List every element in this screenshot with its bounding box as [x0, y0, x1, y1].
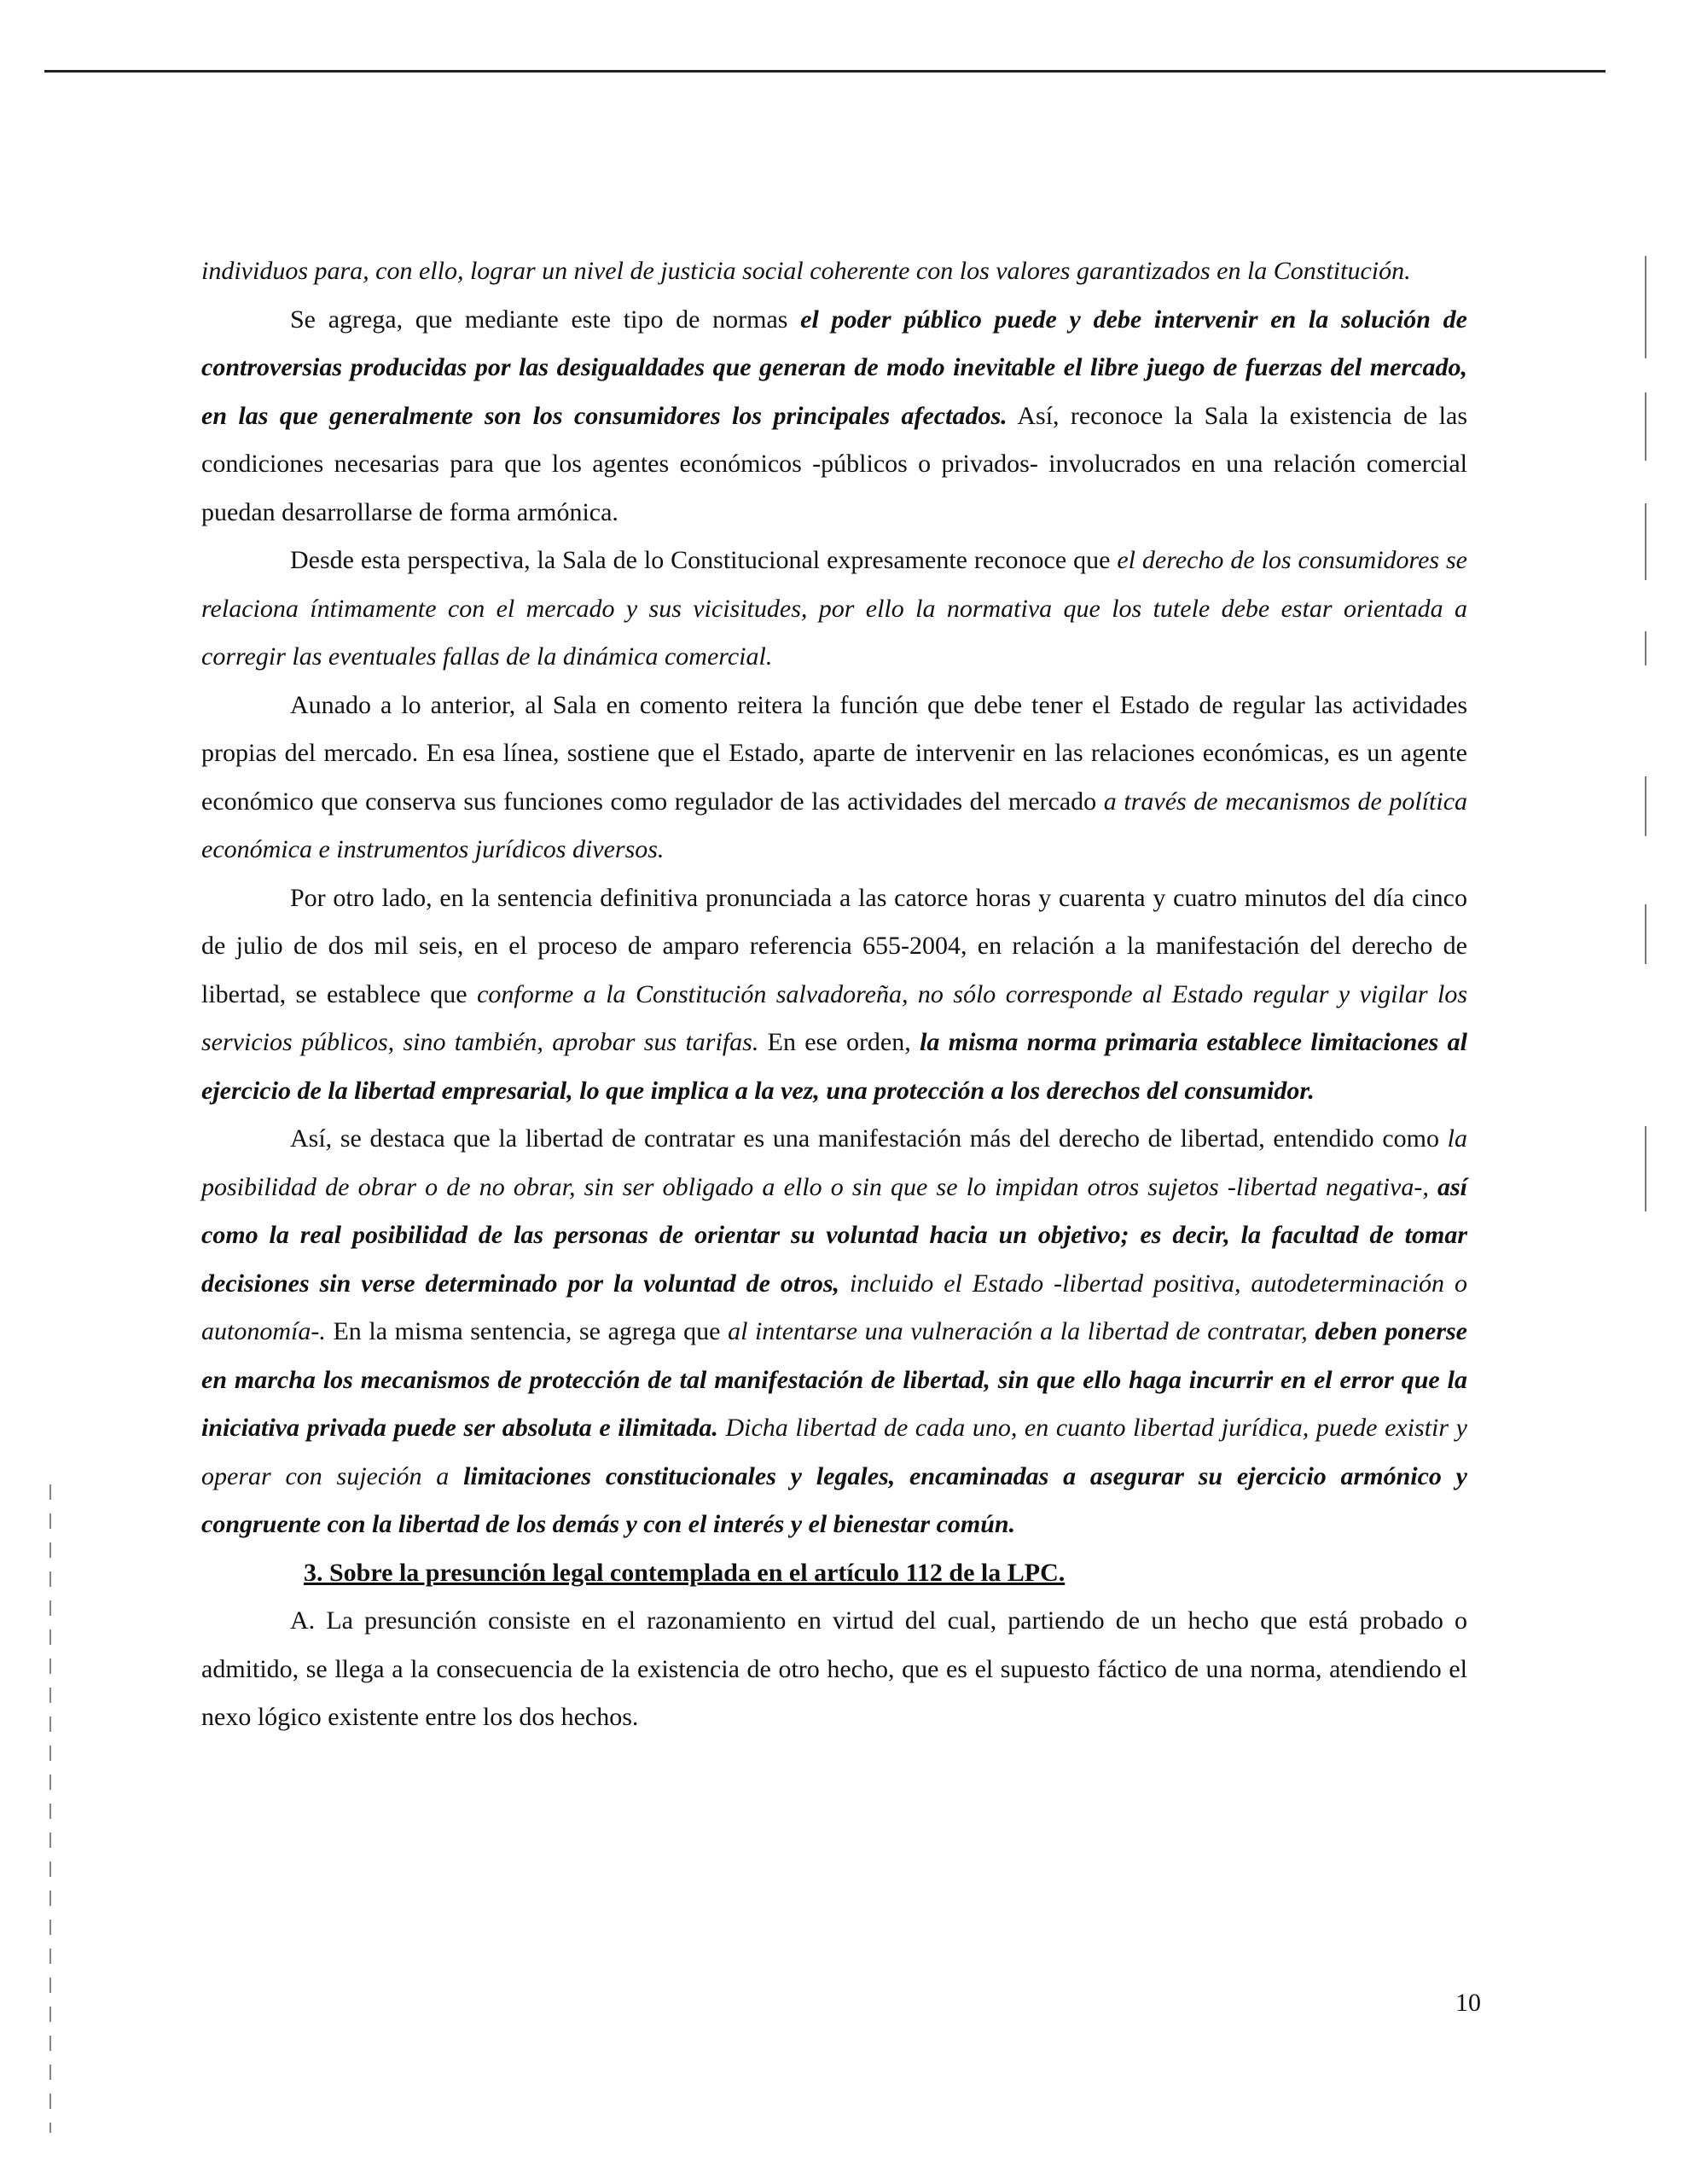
page-number: 10 [1455, 1989, 1481, 2017]
body-paragraph [201, 537, 1467, 682]
text-run: conforme a la Constitución salvadoreña, no sólo corresponde al Estado regular y vigilar los servicios públicos, sino también, aprobar sus tarifas. [201, 979, 1467, 1056]
section-heading: 3. Sobre la presunción legal contemplada en el artículo 112 de la LPC. [304, 1558, 1066, 1587]
margin-mark [1645, 904, 1646, 964]
margin-mark [1645, 392, 1646, 461]
text-run: el poder público puede y debe intervenir en la solución de controversias producidas por las desigualdades que generan de modo inevitable el libre juego de fuerzas del mercado, en las que generalmente son los consumidores los principales afectados. [201, 305, 1467, 430]
body-paragraph [201, 296, 1467, 537]
text-run: así como la real posibilidad de las personas de orientar su voluntad hacia un objetivo; es decir, la facultad de tomar decisiones sin verse determinado por la voluntad de otros, [201, 1172, 1467, 1298]
text-run: A. La presunción consiste en el razonamiento en virtud del cual, partiendo de un hecho que está probado o admitido, se llega a la consecuencia de la existencia de otro hecho, que es el supuesto fáctico de una norma, atendiendo el nexo lógico existente entre los dos hechos. [201, 1606, 1467, 1731]
margin-mark [1645, 256, 1646, 358]
text-run: Dicha libertad de cada uno, en cuanto libertad jurídica, puede existir y operar con sujeción a [201, 1414, 1467, 1490]
margin-mark [1645, 631, 1646, 665]
body-paragraph [201, 247, 1467, 296]
text-run: Así, reconoce la Sala la existencia de las condiciones necesarias para que los agentes económicos -públicos o privados- involucrados en una relación comercial puedan desarrollarse de forma armónica. [201, 401, 1467, 526]
body-paragraph [201, 682, 1467, 874]
paragraph-list [201, 247, 1467, 1549]
text-run: individuos para, con ello, lograr un nivel de justicia social coherente con los valores garantizados en la Constitución. [201, 257, 1411, 285]
text-run: incluido el Estado -libertad positiva, autodeterminación o autonomía-. [201, 1269, 1467, 1345]
text-run: En la misma sentencia, se agrega que [325, 1317, 729, 1345]
text-run: Desde esta perspectiva, la Sala de lo Constitucional expresamente reconoce que [290, 546, 1118, 574]
text-run: En ese orden, [758, 1028, 920, 1056]
text-run: Se agrega, que mediante este tipo de normas [290, 305, 801, 334]
final-paragraph [201, 1597, 1467, 1742]
text-run: deben ponerse en marcha los mecanismos de protección de tal manifestación de libertad, sin que ello haga incurrir en el error que la iniciativa privada puede ser absoluta e ilimitada. [201, 1317, 1467, 1442]
body-paragraph [201, 1115, 1467, 1549]
text-run: Así, se destaca que la libertad de contratar es una manifestación más del derecho de libertad, entendido como [290, 1124, 1448, 1153]
scan-edge-marks [49, 1484, 51, 2133]
text-run: el derecho de los consumidores se relaciona íntimamente con el mercado y sus vicisitudes, por ello la normativa que los tutele debe estar orientada a corregir las eventuales fallas de la dinámica comercial. [201, 546, 1467, 671]
margin-mark [1645, 1126, 1646, 1211]
text-run: la posibilidad de obrar o de no obrar, sin ser obligado a ello o sin que se lo impidan otros sujetos -libertad negativa-, [201, 1124, 1467, 1201]
text-run: al intentarse una vulneración a la libertad de contratar, [728, 1317, 1315, 1345]
text-run: a través de mecanismos de política económica e instrumentos jurídicos diversos. [201, 787, 1468, 863]
text-run: Por otro lado, en la sentencia definitiva pronunciada a las catorce horas y cuarenta y cuatro minutos del día cinco de julio de dos mil seis, en el proceso de amparo referencia 655-2004, en relación a la manifestación del derecho de libertad, se establece que [201, 883, 1467, 1008]
text-run: Aunado a lo anterior, al Sala en comento reitera la función que debe tener el Estado de regular las actividades propias del mercado. En esa línea, sostiene que el Estado, aparte de intervenir en las relaciones económicas, es un agente económico que conserva sus funciones como regulador de las actividades del mercado [201, 690, 1467, 816]
header-rule [44, 70, 1606, 73]
body-paragraph [201, 874, 1467, 1116]
margin-mark [1645, 503, 1646, 580]
margin-mark [1645, 776, 1646, 836]
text-run: limitaciones constitucionales y legales, encaminadas a asegurar su ejercicio armónico y congruente con la libertad de los demás y con el interés y el bienestar común. [201, 1461, 1467, 1538]
document-body [201, 247, 1467, 1742]
text-run: la misma norma primaria establece limitaciones al ejercicio de la libertad empresarial, lo que implica a la vez, una protección a los derechos del consumidor. [201, 1028, 1468, 1105]
